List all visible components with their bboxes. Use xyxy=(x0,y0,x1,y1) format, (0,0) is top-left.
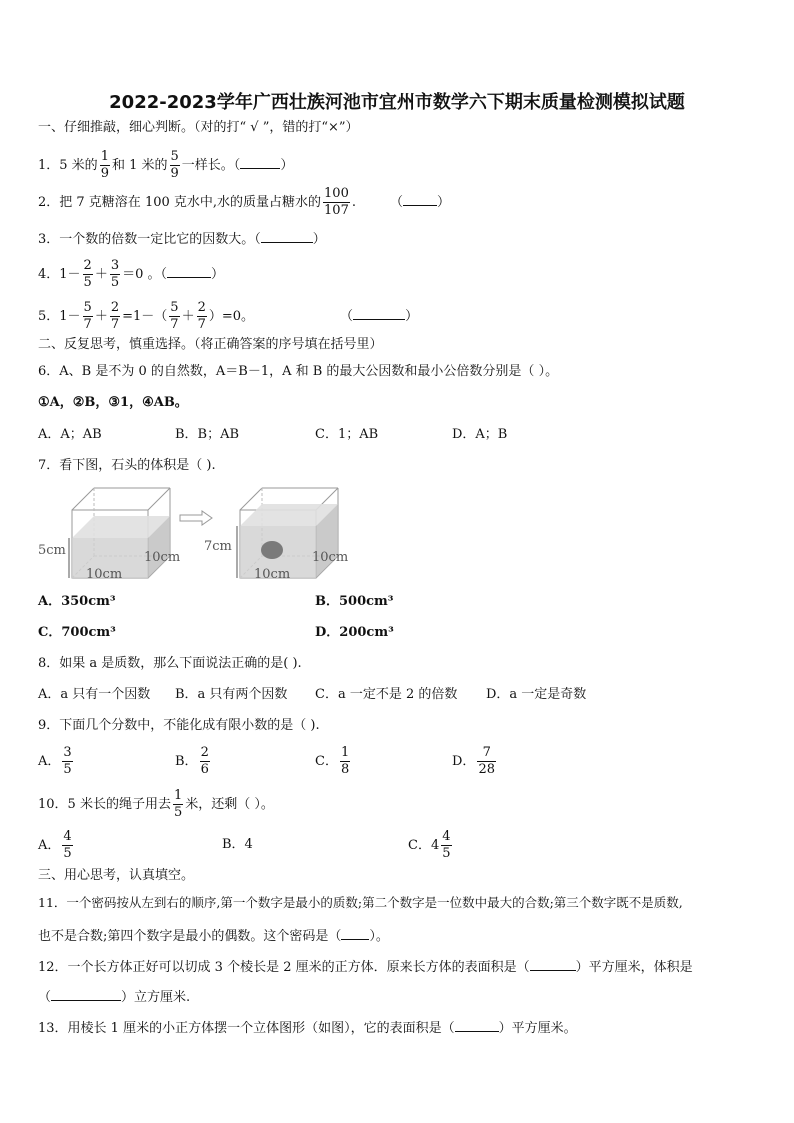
q8-option-a[interactable]: A．a 只有一个因数 xyxy=(38,687,151,702)
section-3-heading: 三、用心思考，认真填空。 xyxy=(38,868,195,883)
q8-option-b[interactable]: B．a 只有两个因数 xyxy=(175,687,288,702)
q7-option-d[interactable]: D．200cm³ xyxy=(315,625,394,640)
tank1-width-label: 10cm xyxy=(86,567,123,582)
q9-option-c[interactable]: C． $\frac{1}{8}$ xyxy=(315,745,350,777)
fraction: $\frac{5}{7}$ xyxy=(83,300,92,332)
section-1-heading: 一、仔细推敲，细心判断。（对的打“ √ ”，错的打“×”） xyxy=(38,120,359,135)
q6-option-b[interactable]: B．B；AB xyxy=(175,427,240,442)
answer-blank[interactable] xyxy=(261,230,313,243)
tank2-height-label: 7cm xyxy=(204,539,232,554)
question-6-choices: ①A，②B，③1，④AB。 xyxy=(38,395,188,410)
q7-option-c[interactable]: C．700cm³ xyxy=(38,625,116,640)
answer-blank[interactable] xyxy=(530,958,576,971)
q9-option-b[interactable]: B． $\frac{2}{6}$ xyxy=(175,745,209,777)
fraction: $\frac{2}{5}$ xyxy=(83,258,92,290)
q9-option-d[interactable]: D． $\frac{7}{28}$ xyxy=(452,745,495,777)
q10-option-c[interactable]: C．4 $\frac{4}{5}$ xyxy=(408,829,451,861)
fraction: $\frac{1}{9}$ xyxy=(100,149,109,181)
fraction: $\frac{3}{5}$ xyxy=(63,745,72,777)
fraction: $\frac{4}{5}$ xyxy=(442,829,451,861)
fraction: $\frac{7}{28}$ xyxy=(478,745,495,777)
answer-blank[interactable] xyxy=(167,265,211,278)
fraction: $\frac{3}{5}$ xyxy=(110,258,120,290)
q6-option-a[interactable]: A．A；AB xyxy=(38,427,102,442)
fraction: $\frac{1}{5}$ xyxy=(173,788,183,820)
fraction: $\frac{5}{9}$ xyxy=(170,149,179,181)
question-6-stem: 6．A、B 是不为 0 的自然数，A＝B－1，A 和 B 的最大公因数和最小公倍数分别是（ ）。 xyxy=(38,364,559,379)
question-1: 1．5 米的 $\frac{1}{9}$ 和 1 米的 $\frac{5}{9}$ 一样长。（ ） xyxy=(38,149,294,181)
question-5: 5．1－ $\frac{5}{7}$ ＋ $\frac{2}{7}$ =1－（ $\frac{5}{7}$ ＋ $\frac{2}{7}$ ）=0。 （ ） xyxy=(38,300,419,332)
tank2-width-label: 10cm xyxy=(254,567,291,582)
question-12-line-1: 12．一个长方体正好可以切成 3 个棱长是 2 厘米的正方体．原来长方体的表面积是（ ）平方厘米，体积是 xyxy=(38,960,693,975)
fraction: $\frac{2}{7}$ xyxy=(197,300,206,332)
stone-icon xyxy=(261,541,283,559)
fraction: $\frac{2}{7}$ xyxy=(110,300,120,332)
question-10-stem: 10．5 米长的绳子用去 $\frac{1}{5}$ 米，还剩（ ）。 xyxy=(38,788,274,820)
q10-option-b[interactable]: B．4 xyxy=(222,837,253,852)
answer-blank[interactable] xyxy=(51,988,121,1001)
q10-option-a[interactable]: A． $\frac{4}{5}$ xyxy=(38,829,72,861)
fraction: $\frac{5}{7}$ xyxy=(170,300,179,332)
q8-option-c[interactable]: C．a 一定不是 2 的倍数 xyxy=(315,687,458,702)
question-4: 4．1－ $\frac{2}{5}$ ＋ $\frac{3}{5}$ ＝0 。（ ） xyxy=(38,258,225,290)
question-12-line-2: （ ）立方厘米. xyxy=(38,990,191,1005)
fraction: $\frac{2}{6}$ xyxy=(200,745,209,777)
answer-blank[interactable] xyxy=(341,927,369,940)
q8-option-d[interactable]: D．a 一定是奇数 xyxy=(486,687,587,702)
answer-blank[interactable] xyxy=(240,156,280,169)
tank1-depth-label: 10cm xyxy=(144,550,181,565)
q9-option-a[interactable]: A． $\frac{3}{5}$ xyxy=(38,745,72,777)
question-3: 3．一个数的倍数一定比它的因数大。（ ） xyxy=(38,232,326,247)
question-13: 13．用棱长 1 厘米的小正方体摆一个立体图形（如图），它的表面积是（ ）平方厘米。 xyxy=(38,1021,577,1036)
answer-blank[interactable] xyxy=(353,307,405,320)
question-11-line-1: 11．一个密码按从左到右的顺序,第一个数字是最小的质数;第二个数字是一位数中最大的合数;第三个数字既不是质数, xyxy=(38,895,683,910)
page-title: 2022-2023学年广西壮族河池市宜州市数学六下期末质量检测模拟试题 xyxy=(109,92,685,113)
question-7-stem: 7．看下图，石头的体积是（ ). xyxy=(38,458,216,473)
question-8-stem: 8．如果 a 是质数，那么下面说法正确的是( ). xyxy=(38,656,302,671)
fraction: $\frac{4}{5}$ xyxy=(63,829,72,861)
q6-option-c[interactable]: C．1；AB xyxy=(315,427,379,442)
question-11-line-2: 也不是合数;第四个数字是最小的偶数。这个密码是（ ）。 xyxy=(38,929,389,944)
q7-option-b[interactable]: B．500cm³ xyxy=(315,594,394,609)
answer-blank[interactable] xyxy=(403,193,437,206)
fraction: $\frac{1}{8}$ xyxy=(340,745,350,777)
tank2-depth-label: 10cm xyxy=(312,550,349,565)
question-9-stem: 9．下面几个分数中，不能化成有限小数的是（ ). xyxy=(38,718,320,733)
q6-option-d[interactable]: D．A；B xyxy=(452,427,508,442)
section-2-heading: 二、反复思考，慎重选择。（将正确答案的序号填在括号里） xyxy=(38,337,383,352)
tank1-height-label: 5cm xyxy=(38,543,66,558)
question-2: 2．把 7 克糖溶在 100 克水中,水的质量占糖水的 $\frac{100}{107}$ . （ ） xyxy=(38,186,451,218)
q7-option-a[interactable]: A．350cm³ xyxy=(38,594,116,609)
fraction: $\frac{100}{107}$ xyxy=(324,186,349,218)
answer-blank[interactable] xyxy=(455,1019,499,1032)
